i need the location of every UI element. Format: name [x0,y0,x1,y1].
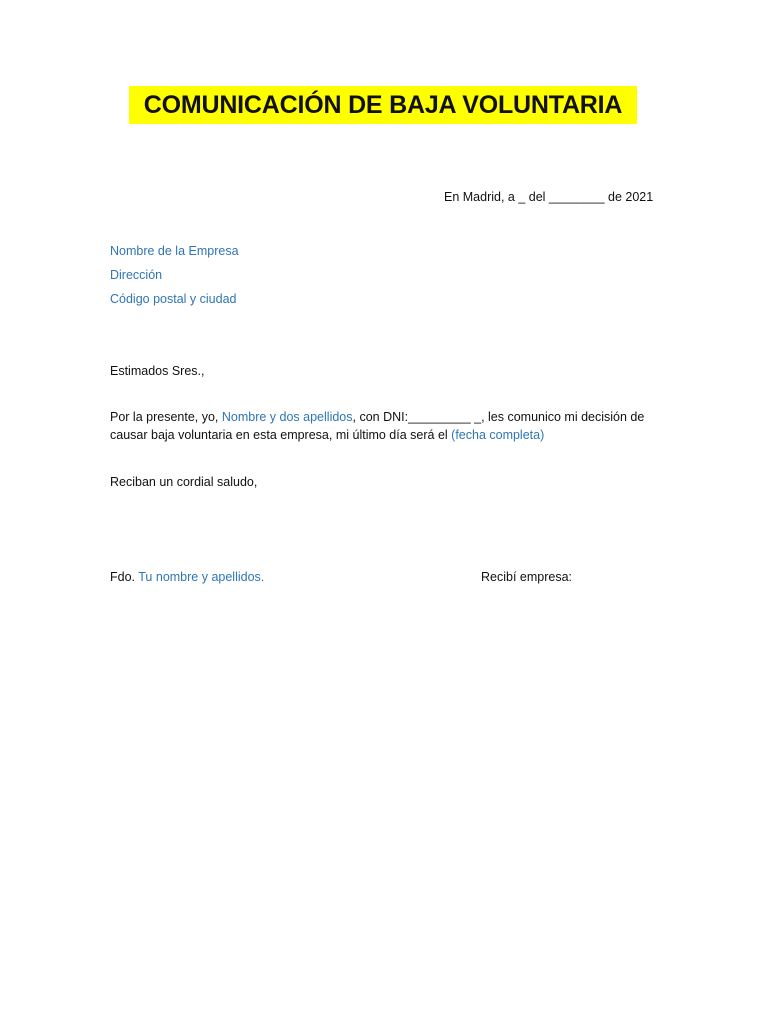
body-line-1-suffix: , con DNI:_________ _, les comunico mi decisión de [352,410,645,424]
received-by-company-label: Recibí empresa: [481,570,573,584]
last-day-date-placeholder: (fecha completa) [451,428,545,442]
signature-name-placeholder: Tu nombre y apellidos. [138,570,265,584]
body-line-1-prefix: Por la presente, yo, [110,410,222,424]
recipient-postal-city: Código postal y ciudad [110,292,237,306]
recipient-address: Dirección [110,268,163,282]
employee-name-placeholder: Nombre y dos apellidos [221,410,353,424]
greeting: Estimados Sres., [110,364,205,378]
date-line: En Madrid, a _ del ________ de 2021 [444,190,654,204]
body-line-2 [110,427,544,443]
signature-line [110,569,264,585]
body-line-2-prefix: causar baja voluntaria en esta empresa, mi último día será el [110,428,452,442]
closing: Reciban un cordial saludo, [110,475,258,489]
recipient-company: Nombre de la Empresa [110,244,239,258]
document-title: COMUNICACIÓN DE BAJA VOLUNTARIA [129,86,637,124]
signature-prefix: Fdo. [110,570,139,584]
body-line-1 [110,409,644,425]
